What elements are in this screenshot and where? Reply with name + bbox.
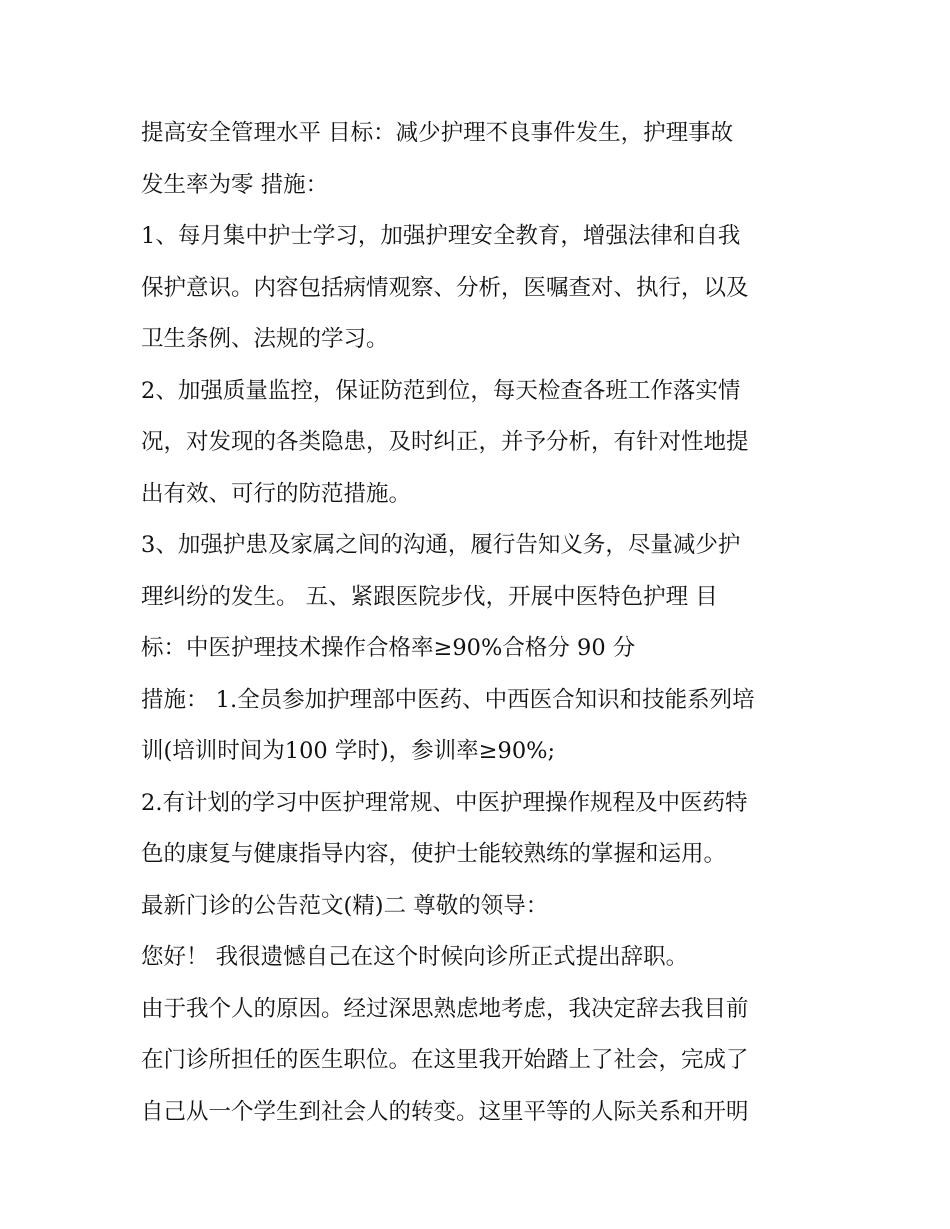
text-line: 在门诊所担任的医生职位。在这里我开始踏上了社会，完成了 <box>141 1047 749 1073</box>
document-body <box>141 108 821 1138</box>
text-line: 最新门诊的公告范文(精)二 尊敬的领导： <box>141 892 549 919</box>
text-line: 1、每月集中护士学习，加强护理安全教育，增强法律和自我 <box>141 223 741 249</box>
text-line: 训(培训时间为100 学时)，参训率≥90%; <box>141 738 556 764</box>
text-line: 发生率为零 措施： <box>141 171 329 198</box>
text-line: 您好！ 我很遗憾自己在这个时候向诊所正式提出辞职。 <box>141 944 689 970</box>
text-line: 2.有计划的学习中医护理常规、中医护理操作规程及中医药特 <box>141 789 748 816</box>
text-line: 自己从一个学生到社会人的转变。这里平等的人际关系和开明 <box>141 1098 749 1125</box>
text-line: 由于我个人的原因。经过深思熟虑地考虑，我决定辞去我目前 <box>141 995 749 1022</box>
text-line: 提高安全管理水平 目标：减少护理不良事件发生，护理事故 <box>141 120 734 146</box>
text-line: 卫生条例、法规的学习。 <box>141 326 389 352</box>
text-line: 3、加强护患及家属之间的沟通，履行告知义务，尽量减少护 <box>141 532 741 558</box>
text-line: 标：中医护理技术操作合格率≥90%合格分 90 分 <box>141 635 636 661</box>
text-line: 2、加强质量监控，保证防范到位，每天检查各班工作落实情 <box>141 377 741 404</box>
text-line: 况，对发现的各类隐患，及时纠正，并予分析，有针对性地提 <box>141 429 749 455</box>
text-line: 保护意识。内容包括病情观察、分析，医嘱查对、执行，以及 <box>141 274 749 301</box>
text-line: 措施： 1.全员参加护理部中医药、中西医合知识和技能系列培 <box>141 686 755 713</box>
text-line: 色的康复与健康指导内容，使护士能较熟练的掌握和运用。 <box>141 841 727 867</box>
text-line: 理纠纷的发生。 五、紧跟医院步伐，开展中医特色护理 目 <box>141 583 718 610</box>
text-line: 出有效、可行的防范措施。 <box>141 480 412 507</box>
